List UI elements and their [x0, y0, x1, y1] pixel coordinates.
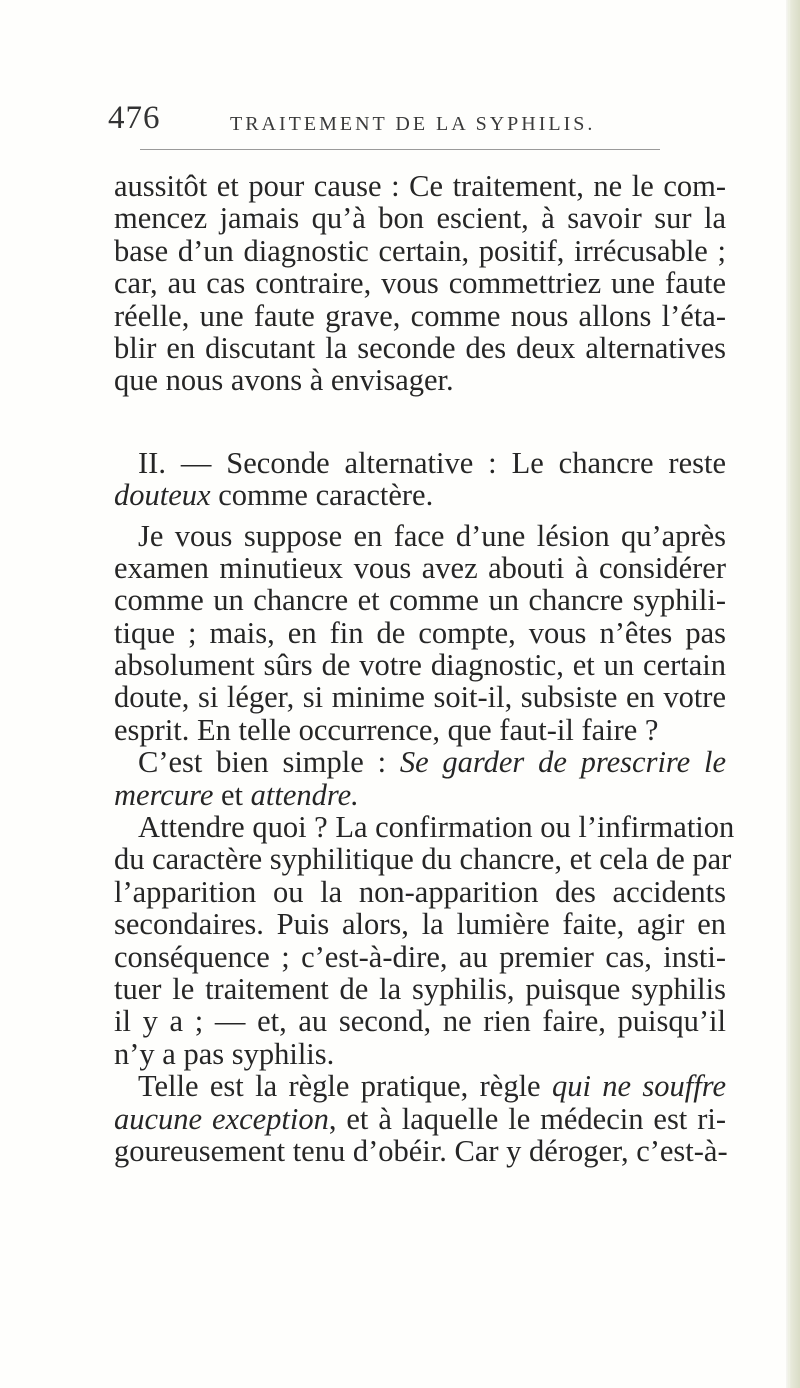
- text-line: comme un chancre et comme un chancre syphili-: [114, 583, 726, 618]
- italic-word-mercure: mercure: [114, 777, 214, 812]
- text-line: [114, 746, 726, 778]
- page-edge: [786, 0, 800, 1388]
- text-line: absolument sûrs de votre diagnostic, et un certain: [114, 648, 726, 683]
- text-line: conséquence ; c’est-à-dire, au premier cas, insti-: [114, 939, 726, 974]
- text-line: [114, 1070, 726, 1102]
- paragraph-4: [114, 810, 735, 1071]
- text-line: n’y a pas syphilis.: [114, 1036, 335, 1071]
- text-line: base d’un diagnostic certain, positif, irrécusable ;: [114, 233, 726, 268]
- paragraph-2: [114, 520, 726, 747]
- text-line: que nous avons à envisager.: [114, 363, 454, 398]
- italic-phrase: qui ne souffre: [551, 1069, 726, 1104]
- italic-phrase: Se garder de prescrire le: [399, 745, 726, 780]
- text-line: du caractère syphilitique du chancre, et cela de par: [114, 842, 732, 877]
- text-line: réelle, une faute grave, comme nous allons l’éta-: [114, 298, 726, 333]
- text-line: l’apparition ou la non-apparition des accidents: [114, 874, 726, 909]
- text-line: mencez jamais qu’à bon escient, à savoir sur la: [114, 201, 726, 236]
- body-text: [114, 169, 735, 1168]
- text-line: goureusement tenu d’obéir. Car y déroger, c’est-à-: [114, 1133, 728, 1168]
- text-run: Telle est la règle pratique, règle: [138, 1069, 552, 1104]
- text-line: tique ; mais, en fin de compte, vous n’êtes pas: [114, 615, 726, 650]
- text-line: il y a ; — et, au second, ne rien faire, puisqu’il: [114, 1004, 726, 1039]
- text-line: doute, si léger, si minime soit-il, subsiste en votre: [114, 680, 726, 715]
- text-line: Attendre quoi ? La confirmation ou l’infirmation: [138, 810, 735, 845]
- text-run: C’est bien simple :: [138, 745, 400, 780]
- text-line: aussitôt et pour cause : Ce traitement, ne le com-: [114, 169, 726, 203]
- italic-word-attendre: attendre.: [250, 777, 359, 812]
- text-line: esprit. En telle occurrence, que faut-il faire ?: [114, 712, 659, 747]
- text-line: car, au cas contraire, vous commettriez une faute: [114, 266, 726, 301]
- paragraph-3: [114, 746, 726, 811]
- text-run: et: [213, 777, 251, 812]
- text-line: [114, 1103, 726, 1135]
- text-run: , et à laquelle le médecin est ri-: [328, 1101, 726, 1136]
- paragraph-5: [114, 1070, 726, 1167]
- text-line: secondaires. Puis alors, la lumière faite, agir en: [114, 907, 726, 942]
- section-heading: [114, 447, 726, 512]
- page-number: 476: [108, 100, 161, 136]
- italic-term-douteux: douteux: [114, 478, 211, 513]
- text-line: blir en discutant la seconde des deux alternatives: [114, 330, 726, 365]
- text-line: [114, 779, 726, 811]
- header-rule: [140, 149, 660, 150]
- text-line: Je vous suppose en face d’une lésion qu’après: [138, 518, 726, 553]
- text-line: tuer le traitement de la syphilis, puisque syphilis: [114, 971, 726, 1006]
- section-title-line-2: [114, 479, 726, 511]
- text-line: examen minutieux vous avez abouti à considérer: [114, 550, 726, 585]
- paragraph-1: [114, 170, 726, 397]
- section-title-rest: comme caractère.: [210, 478, 434, 513]
- section-title-line: II. — Seconde alternative : Le chancre reste: [138, 445, 726, 480]
- running-head: TRAITEMENT DE LA SYPHILIS.: [230, 113, 596, 135]
- italic-phrase: aucune exception: [114, 1101, 329, 1136]
